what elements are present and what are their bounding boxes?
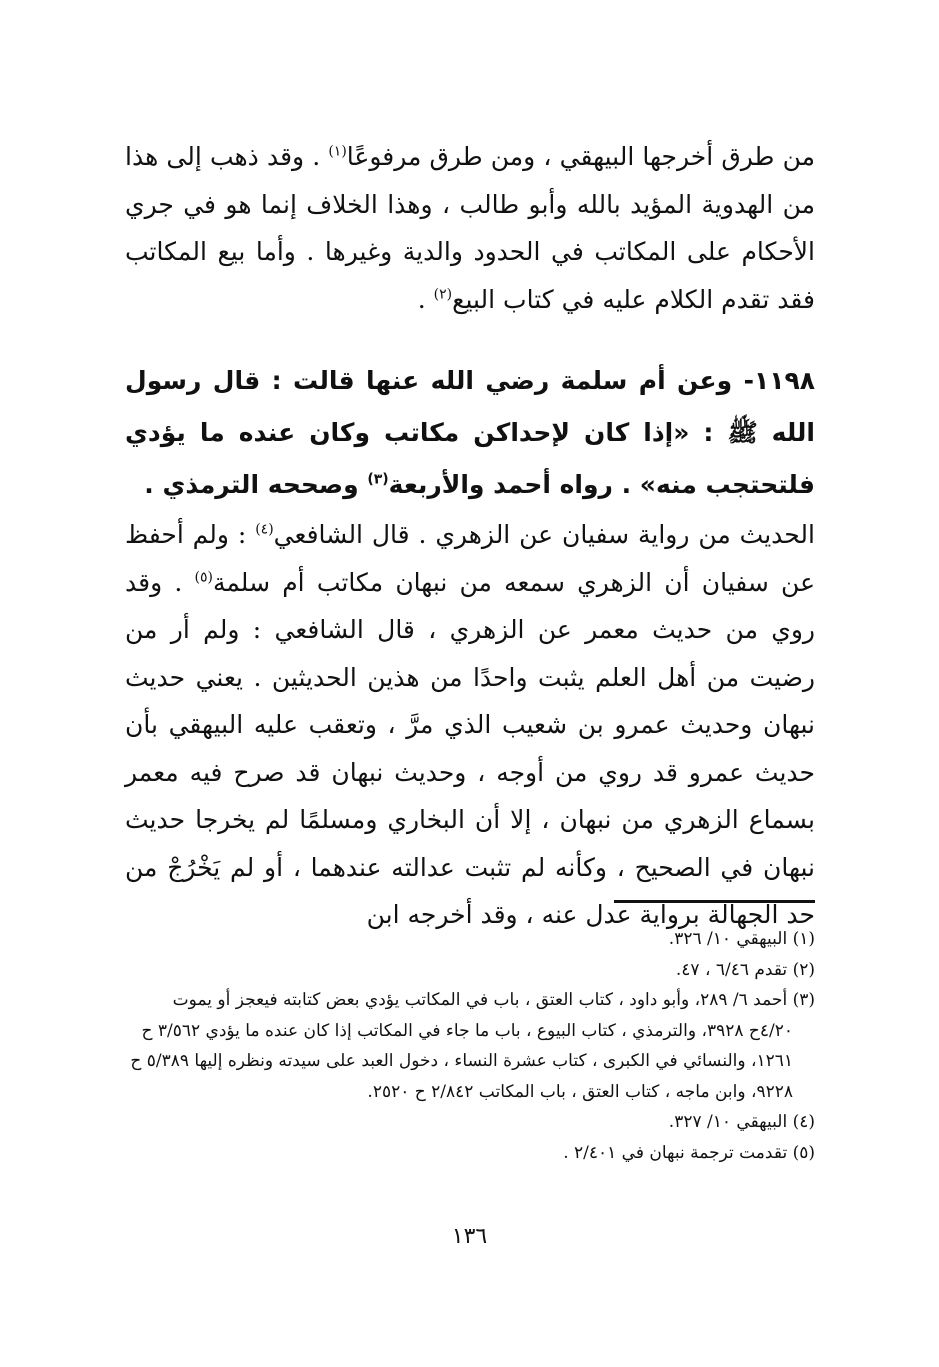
footnote-text: البيهقي ١٠/ ٣٢٧. <box>668 1112 788 1132</box>
footnote-1 <box>125 924 815 955</box>
footnote-text: البيهقي ١٠/ ٣٢٦. <box>668 929 788 949</box>
footnote-ref-1[interactable]: (١) <box>328 143 347 160</box>
footnote-5 <box>125 1138 815 1169</box>
text-run: . وقد روي من حديث معمر عن الزهري ، قال الشافعي : ولم أر من رضيت من أهل العلم يثبت واحدًا من هذين الحديثين . يعني حديث نبهان وحديث عمرو بن شعيب الذي مرَّ ، وتعقب عليه البيهقي بأن حديث عمرو قد روي من أوجه ، وحديث نبهان قد صرح فيه معمر بسماع الزهري من نبهان ، إلا أن البخاري ومسلمًا لم يخرجا حديث نبهان في الصحيح ، وكأنه لم تثبت عدالته عندهما ، أو لم يَخْرُجْ من حد الجهالة برواية عدل عنه ، وقد أخرجه ابن <box>125 567 815 929</box>
text-run: ١١٩٨- وعن أم سلمة رضي الله عنها قالت : قال رسول الله ﷺ : «إذا كان لإحداكن مكاتب وكان عنده ما يؤدي فلتحتجب منه» . رواه أحمد والأربعة <box>125 366 815 499</box>
text-run: : ولم أحفظ عن سفيان أن الزهري سمعه من نبهان مكاتب أم سلمة <box>125 520 815 597</box>
footnote-number: (٥) <box>792 1142 815 1163</box>
footnote-ref-2[interactable]: (٢) <box>433 286 453 303</box>
footnote-ref-3[interactable]: (٣) <box>367 471 389 488</box>
footnote-2 <box>125 955 815 986</box>
footnote-number: (٣) <box>792 990 815 1010</box>
footnote-ref-4[interactable]: (٤) <box>255 521 274 538</box>
text-run: وصححه الترمذي . <box>144 470 368 499</box>
footnote-text: تقدم ٦/٤٦ ، ٤٧. <box>675 959 788 980</box>
text-run: . <box>417 284 434 314</box>
footnote-3 <box>125 985 815 1107</box>
footnote-number: (٢) <box>792 959 815 980</box>
footnote-text: أحمد ٦/ ٢٨٩، وأبو داود ، كتاب العتق ، باب في المكاتب يؤدي بعض كتابته فيعجز أو يموت <box>172 990 788 1010</box>
text-run: من طرق أخرجها البيهقي ، ومن طرق مرفوعًا <box>346 142 815 171</box>
commentary-paragraph-1 <box>125 133 815 323</box>
text-run: . وقد ذهب إلى هذا من الهدوية المؤيد بالله وأبو طالب ، وهذا الخلاف إنما هو في جري الأحكام على المكاتب في الحدود والدية وغيرها . وأما بيع المكاتب فقد تقدم الكلام عليه في كتاب البيع <box>125 142 815 314</box>
footnote-number: (٤) <box>792 1112 815 1132</box>
footnote-number: (١) <box>792 929 815 949</box>
footnote-text-continued: ٤/٢٠ح ٣٩٢٨، والترمذي ، كتاب البيوع ، باب ما جاء في المكاتب إذا كان عنده ما يؤدي ٣/٥٦٢ ح ١٢٦١، والنسائي في الكبرى ، كتاب عشرة النساء ، دخول العبد على سيدته ونظره إليها ٥/٣٨٩ ح ٩٢٢٨، وابن ماجه ، كتاب العتق ، باب المكاتب ٢/٨٤٢ ح ٢٥٢٠. <box>130 1020 793 1102</box>
footnote-divider <box>614 900 815 903</box>
footnote-text: تقدمت ترجمة نبهان في ٢/٤٠١ . <box>563 1142 788 1163</box>
footnote-4 <box>125 1107 815 1138</box>
footnotes <box>125 924 815 1168</box>
commentary-paragraph-2 <box>125 511 815 939</box>
footnote-ref-5[interactable]: (٥) <box>194 569 213 586</box>
text-run: الحديث من رواية سفيان عن الزهري . قال الشافعي <box>273 520 815 549</box>
hadith-text <box>125 355 815 511</box>
page-number: ١٣٦ <box>451 1224 488 1249</box>
